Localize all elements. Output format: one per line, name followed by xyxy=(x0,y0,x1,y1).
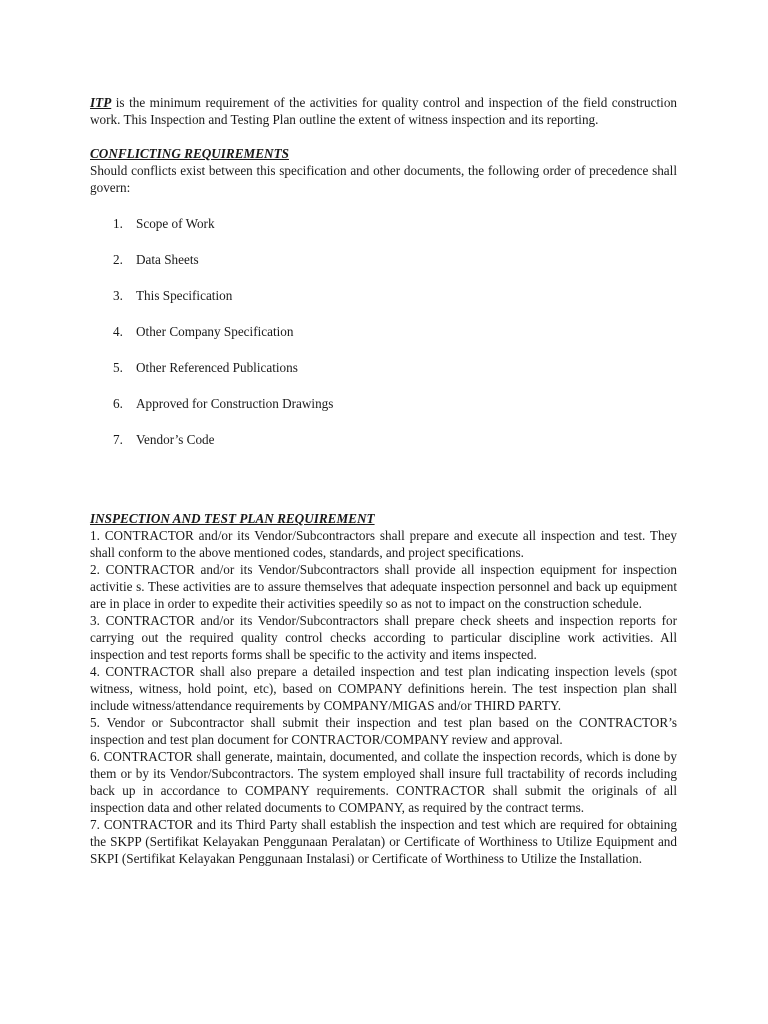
itp-intro-text: is the minimum requirement of the activities for quality control and inspection of the field construction work. This Inspection and Testing Plan outline the extent of witness inspection and its reporting. xyxy=(90,95,678,127)
precedence-item-number: 2. xyxy=(113,252,123,267)
precedence-item-label: Other Referenced Publications xyxy=(136,360,298,375)
precedence-item-label: This Specification xyxy=(136,288,233,303)
itp-requirement-item: 6. CONTRACTOR shall generate, maintain, documented, and collate the inspection records, which is done by them or by its Vendor/Subcontractors. The system employed shall insure full tractability of records including back up in accordance to COMPANY requirements. CONTRACTOR shall submit the originals of all inspection data and other related documents to COMPANY, as required by the contract terms. xyxy=(90,749,677,815)
precedence-item-number: 4. xyxy=(113,324,123,339)
itp-requirement-item: 7. CONTRACTOR and its Third Party shall establish the inspection and test which are required for obtaining the SKPP (Sertifikat Kelayakan Penggunaan Peralatan) or Certificate of Worthiness to Utilize Equipment and SKPI (Sertifikat Kelayakan Penggunaan Instalasi) or Certificate of Worthiness to Utilize the Installation. xyxy=(90,817,677,866)
precedence-item-label: Approved for Construction Drawings xyxy=(136,396,334,411)
itp-requirement-heading: INSPECTION AND TEST PLAN REQUIREMENT xyxy=(90,511,375,526)
precedence-item xyxy=(90,359,677,395)
itp-requirement-item: 5. Vendor or Subcontractor shall submit their inspection and test plan based on the CONTRACTOR’s inspection and test plan document for CONTRACTOR/COMPANY review and approval. xyxy=(90,715,677,747)
precedence-item-number: 6. xyxy=(113,396,123,411)
precedence-item-label: Scope of Work xyxy=(136,216,215,231)
precedence-item-number: 1. xyxy=(113,216,123,231)
document-body xyxy=(90,94,677,867)
precedence-item-label: Vendor’s Code xyxy=(136,432,215,447)
itp-requirement-item: 1. CONTRACTOR and/or its Vendor/Subcontractors shall prepare and execute all inspection and test. They shall conform to the above mentioned codes, standards, and project specifications. xyxy=(90,528,677,560)
precedence-item xyxy=(90,287,677,323)
precedence-item-label: Data Sheets xyxy=(136,252,199,267)
itp-requirement-item: 2. CONTRACTOR and/or its Vendor/Subcontractors shall provide all inspection equipment for inspection activitie s. These activities are to assure themselves that adequate inspection personnel and back up equipment are in place in order to expedite their activities speedily so as not to impact on the construction schedule. xyxy=(90,562,677,611)
itp-requirement-item: 3. CONTRACTOR and/or its Vendor/Subcontractors shall prepare check sheets and inspection reports for carrying out the required quality control checks according to particular discipline work activities. All inspection and test reports forms shall be specific to the activity and items inspected. xyxy=(90,613,677,662)
precedence-item-number: 3. xyxy=(113,288,123,303)
conflicting-requirements-text: Should conflicts exist between this specification and other documents, the following order of precedence shall govern: xyxy=(90,163,677,195)
precedence-item xyxy=(90,215,677,251)
precedence-item xyxy=(90,395,677,431)
precedence-item-number: 7. xyxy=(113,432,123,447)
itp-term: ITP xyxy=(90,95,112,110)
precedence-item-label: Other Company Specification xyxy=(136,324,294,339)
precedence-item-number: 5. xyxy=(113,360,123,375)
itp-requirement-item: 4. CONTRACTOR shall also prepare a detailed inspection and test plan indicating inspection levels (spot witness, witness, hold point, etc), based on COMPANY definitions herein. The test inspection plan shall include witness/attendance requirements by COMPANY/MIGAS and/or THIRD PARTY. xyxy=(90,664,677,713)
precedence-item xyxy=(90,251,677,287)
precedence-item xyxy=(90,431,677,467)
precedence-item xyxy=(90,323,677,359)
precedence-list xyxy=(90,215,677,467)
conflicting-requirements-heading: CONFLICTING REQUIREMENTS xyxy=(90,146,289,161)
itp-intro-paragraph xyxy=(90,94,677,128)
